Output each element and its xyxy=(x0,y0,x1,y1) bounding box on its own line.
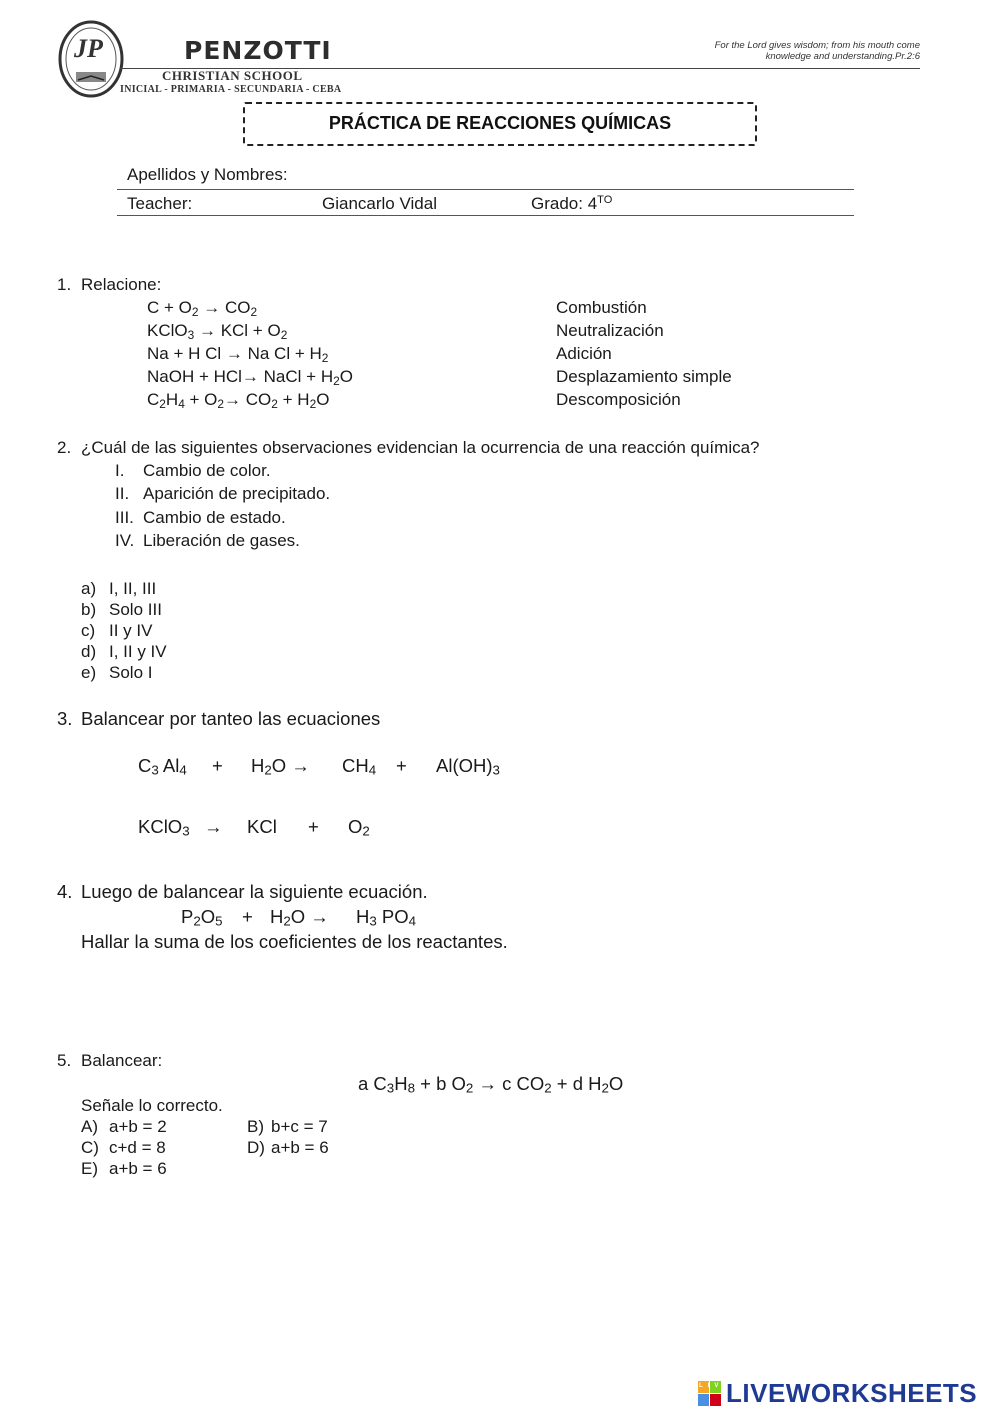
bible-verse xyxy=(715,40,920,62)
name-line xyxy=(117,189,854,190)
q2-statement-text: Cambio de estado. xyxy=(143,508,286,527)
q5-option-letter: B) xyxy=(247,1117,264,1136)
q3-eq2-arrow: → xyxy=(204,816,223,837)
q1-reaction-2: KClO$_3$ → KCl + $O_2$ xyxy=(147,321,288,342)
q3-eq2-term2: KCl xyxy=(247,816,277,837)
q5-option-letter: C) xyxy=(81,1138,99,1157)
q3-eq2-term1: KClO3 xyxy=(138,816,190,839)
q1-reaction-5: $C_2H_4 + O_2\to CO_2 + H_2O$ xyxy=(147,390,330,411)
teacher-line xyxy=(117,215,854,216)
teacher-name: Giancarlo Vidal xyxy=(322,194,437,213)
q4-eq-term1: P2O5 xyxy=(181,906,223,929)
q2-number: 2. xyxy=(57,438,72,457)
q2-option-text: II y IV xyxy=(109,621,153,640)
q3-eq1-plus2: + xyxy=(396,755,407,776)
watermark-badge-text: LIVE xyxy=(699,1383,733,1389)
grade-label: Grado: $4^{TO}$ xyxy=(531,193,613,213)
q3-eq2-plus: + xyxy=(308,816,319,837)
q5-equation: a C3H8 + b O2 → c CO2 + d H2O xyxy=(358,1073,624,1096)
q1-type-5: Descomposición xyxy=(556,390,681,409)
name-label: Apellidos y Nombres: xyxy=(127,165,288,184)
q4-number: 4. xyxy=(57,881,73,902)
q2-option-letter: e) xyxy=(81,663,97,682)
q2-statement-num: IV. xyxy=(115,531,135,550)
q3-eq1-term1: C3 Al4 xyxy=(138,755,187,778)
q3-number: 3. xyxy=(57,708,73,729)
q5-option-letter: E) xyxy=(81,1159,98,1178)
q2-option-letter: a) xyxy=(81,579,97,598)
page-title: PRÁCTICA DE REACCIONES QUÍMICAS xyxy=(328,113,672,133)
q1-reaction-3: Na + H Cl → Na $Cl + H_2$ xyxy=(147,344,329,365)
q5-option-text: b+c = 7 xyxy=(271,1117,328,1136)
teacher-label: Teacher: xyxy=(127,194,193,213)
q2-option-text: I, II y IV xyxy=(109,642,167,661)
q1-type-4: Desplazamiento simple xyxy=(556,367,732,386)
q1-prompt: Relacione: xyxy=(81,275,162,294)
q3-eq1-term2: H2O → xyxy=(251,755,310,778)
q3-prompt: Balancear por tanteo las ecuaciones xyxy=(81,708,381,729)
q1-type-1: Combustión xyxy=(556,298,647,317)
logo-letters: JP xyxy=(74,34,103,63)
q5-option-text: a+b = 6 xyxy=(271,1138,329,1157)
q5-number: 5. xyxy=(57,1051,72,1070)
q4-eq-term2: H2O → xyxy=(270,906,329,929)
q5-prompt: Balancear: xyxy=(81,1051,163,1070)
q4-eq-term3: H3 PO4 xyxy=(356,906,417,929)
q2-statement-num: III. xyxy=(115,508,134,527)
q4-followup: Hallar la suma de los coeficientes de los reactantes. xyxy=(81,931,508,952)
q5-option-text: c+d = 8 xyxy=(109,1138,166,1157)
verse-line-1: For the Lord gives wisdom; from his mouth come xyxy=(714,40,920,51)
q5-option-letter: D) xyxy=(247,1138,265,1157)
q2-statement-text: Liberación de gases. xyxy=(143,531,300,550)
q2-option-text: Solo III xyxy=(109,600,162,619)
q2-prompt: ¿Cuál de las siguientes observaciones evidencian la ocurrencia de una reacción química? xyxy=(81,438,760,457)
q2-statement-text: Cambio de color. xyxy=(143,461,271,480)
verse-line-2: knowledge and understanding.Pr.2:6 xyxy=(765,51,920,62)
q2-option-letter: d) xyxy=(81,642,97,661)
q3-eq1-term4: Al(OH)3 xyxy=(436,755,500,778)
school-name: PENZOTTI xyxy=(184,36,332,65)
q5-option-text: a+b = 2 xyxy=(109,1117,167,1136)
q5-option-letter: A) xyxy=(81,1117,98,1136)
q1-type-2: Neutralización xyxy=(556,321,664,340)
q2-option-text: Solo I xyxy=(109,663,153,682)
school-levels: INICIAL - PRIMARIA - SECUNDARIA - CEBA xyxy=(120,84,342,95)
q2-statement-num: II. xyxy=(115,484,130,503)
q2-option-letter: c) xyxy=(81,621,96,640)
school-logo xyxy=(58,20,124,98)
q4-eq-plus: + xyxy=(242,906,253,927)
q4-prompt: Luego de balancear la siguiente ecuación. xyxy=(81,881,428,902)
q2-option-letter: b) xyxy=(81,600,97,619)
q2-option-text: I, II, III xyxy=(109,579,157,598)
q5-option-text: a+b = 6 xyxy=(109,1159,167,1178)
q5-instruction: Señale lo correcto. xyxy=(81,1096,223,1115)
q1-type-3: Adición xyxy=(556,344,612,363)
school-type: CHRISTIAN SCHOOL xyxy=(162,68,303,83)
q2-statement-text: Aparición de precipitado. xyxy=(143,484,331,503)
q1-number: 1. xyxy=(57,275,72,294)
q1-reaction-1: $C + O_2 \to CO_2$ xyxy=(147,298,258,319)
q3-eq2-term3: O2 xyxy=(348,816,370,839)
q3-eq1-term3: CH4 xyxy=(342,755,377,778)
watermark-text: LIVEWORKSHEETS xyxy=(726,1378,978,1408)
q1-reaction-4: NaOH + HCl→ NaCl + $H_2O$ xyxy=(147,367,353,388)
q2-statement-num: I. xyxy=(115,461,125,480)
q3-eq1-plus1: + xyxy=(212,755,223,776)
